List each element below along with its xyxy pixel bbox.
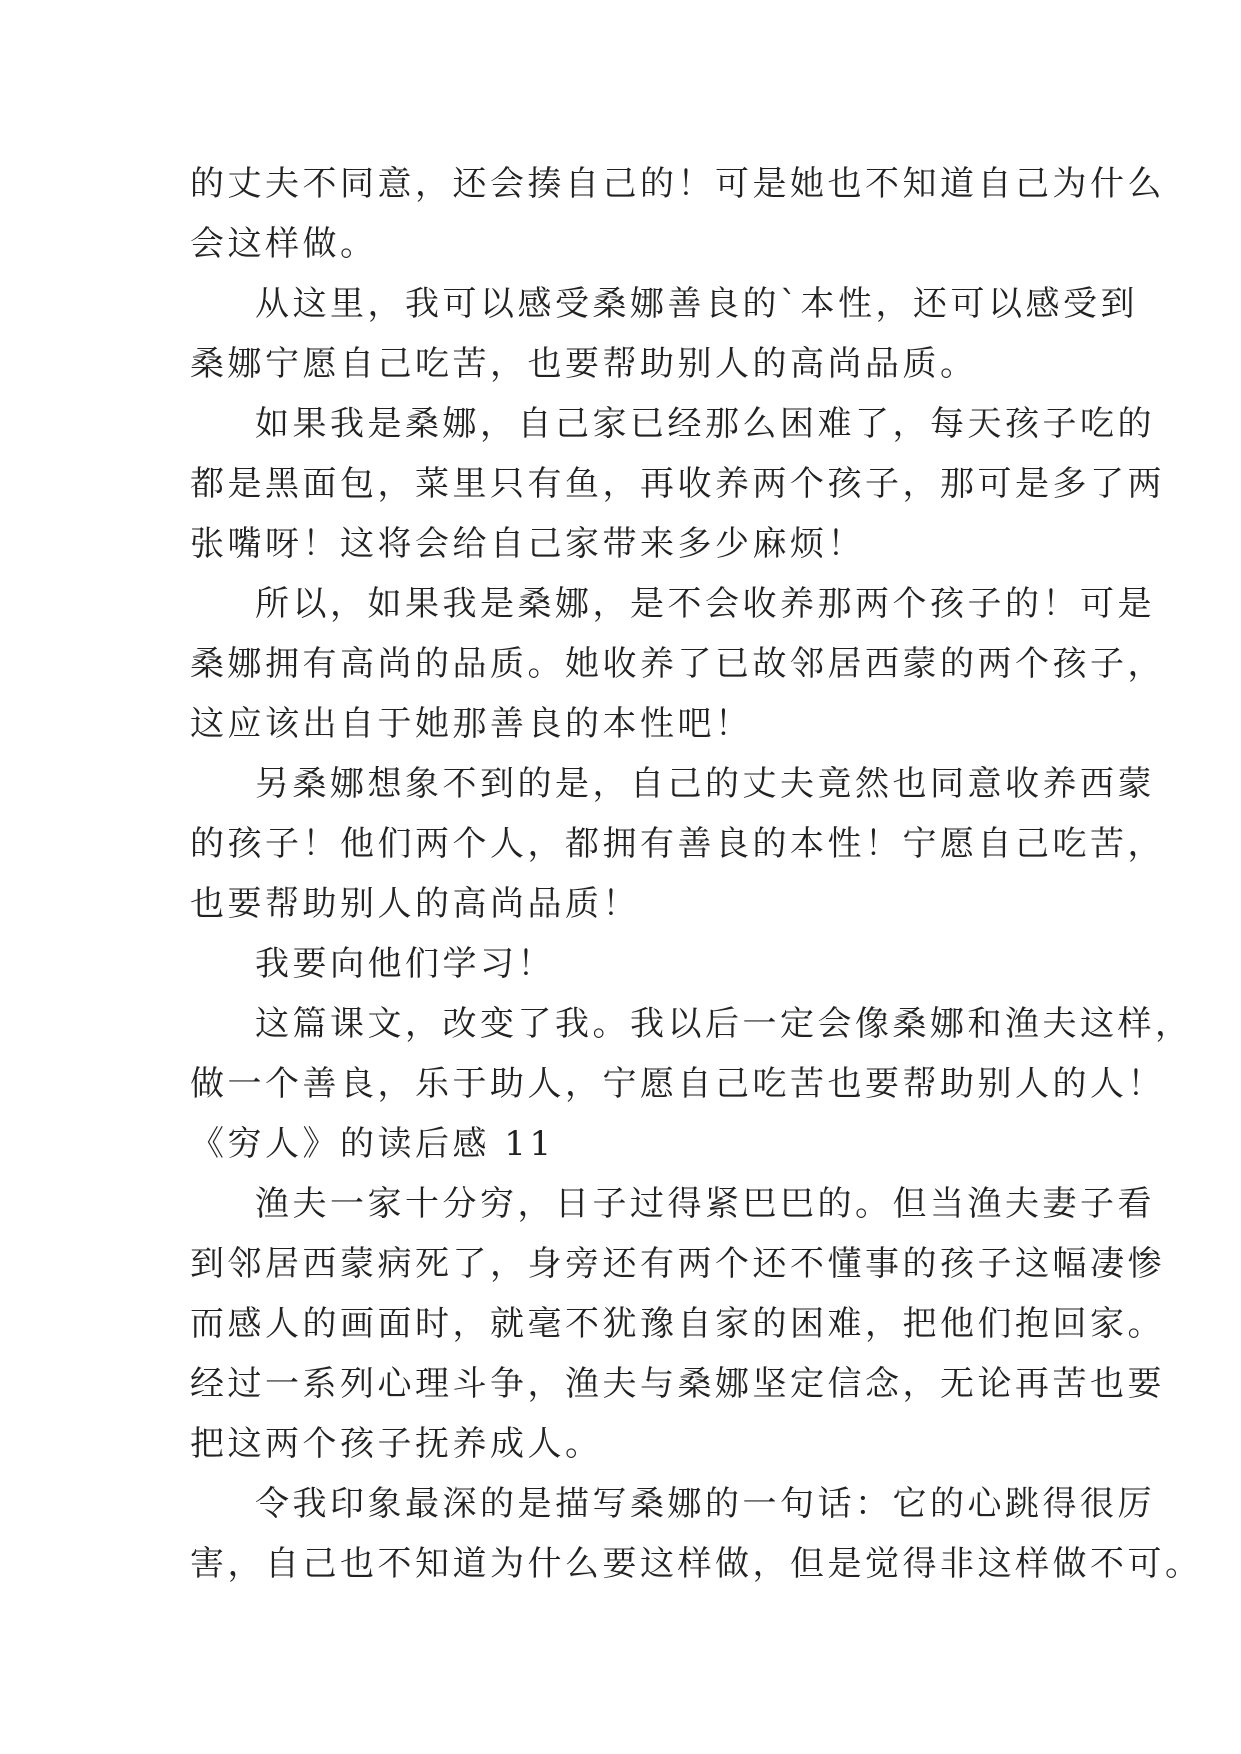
paragraph-start: 渔夫一家十分穷，日子过得紧巴巴的。但当渔夫妻子看 [255, 1184, 1155, 1224]
text-line: 的丈夫不同意，还会揍自己的！可是她也不知道自己为什么 [190, 164, 1165, 204]
text-line: 把这两个孩子抚养成人。 [190, 1424, 603, 1464]
text-line: 这应该出自于她那善良的本性吧！ [190, 704, 753, 744]
text-line: 也要帮助别人的高尚品质！ [190, 884, 640, 924]
text-line: 经过一系列心理斗争，渔夫与桑娜坚定信念，无论再苦也要 [190, 1364, 1165, 1404]
paragraph-start: 从这里，我可以感受桑娜善良的`本性，还可以感受到 [255, 284, 1138, 324]
text-line: 都是黑面包，菜里只有鱼，再收养两个孩子，那可是多了两 [190, 464, 1165, 504]
paragraph-start: 另桑娜想象不到的是，自己的丈夫竟然也同意收养西蒙 [255, 764, 1155, 804]
text-line: 张嘴呀！这将会给自己家带来多少麻烦！ [190, 524, 865, 564]
text-line: 桑娜拥有高尚的品质。她收养了已故邻居西蒙的两个孩子， [190, 644, 1165, 684]
text-line: 而感人的画面时，就毫不犹豫自家的困难，把他们抱回家。 [190, 1304, 1165, 1344]
text-line: 桑娜宁愿自己吃苦，也要帮助别人的高尚品质。 [190, 344, 978, 384]
paragraph-start: 令我印象最深的是描写桑娜的一句话：它的心跳得很厉 [255, 1484, 1155, 1524]
paragraph-start: 所以，如果我是桑娜，是不会收养那两个孩子的！可是 [255, 584, 1155, 624]
text-line: 会这样做。 [190, 224, 378, 264]
paragraph-start: 我要向他们学习！ [255, 944, 555, 984]
paragraph-start: 如果我是桑娜，自己家已经那么困难了，每天孩子吃的 [255, 404, 1155, 444]
text-line: 的孩子！他们两个人，都拥有善良的本性！宁愿自己吃苦， [190, 824, 1165, 864]
text-line: 到邻居西蒙病死了，身旁还有两个还不懂事的孩子这幅凄惨 [190, 1244, 1165, 1284]
text-line: 做一个善良，乐于助人，宁愿自己吃苦也要帮助别人的人！ [190, 1064, 1165, 1104]
paragraph-start: 这篇课文，改变了我。我以后一定会像桑娜和渔夫这样， [255, 1004, 1193, 1044]
text-line: 害，自己也不知道为什么要这样做，但是觉得非这样做不可。 [190, 1544, 1203, 1584]
section-heading: 《穷人》的读后感 11 [190, 1124, 555, 1164]
